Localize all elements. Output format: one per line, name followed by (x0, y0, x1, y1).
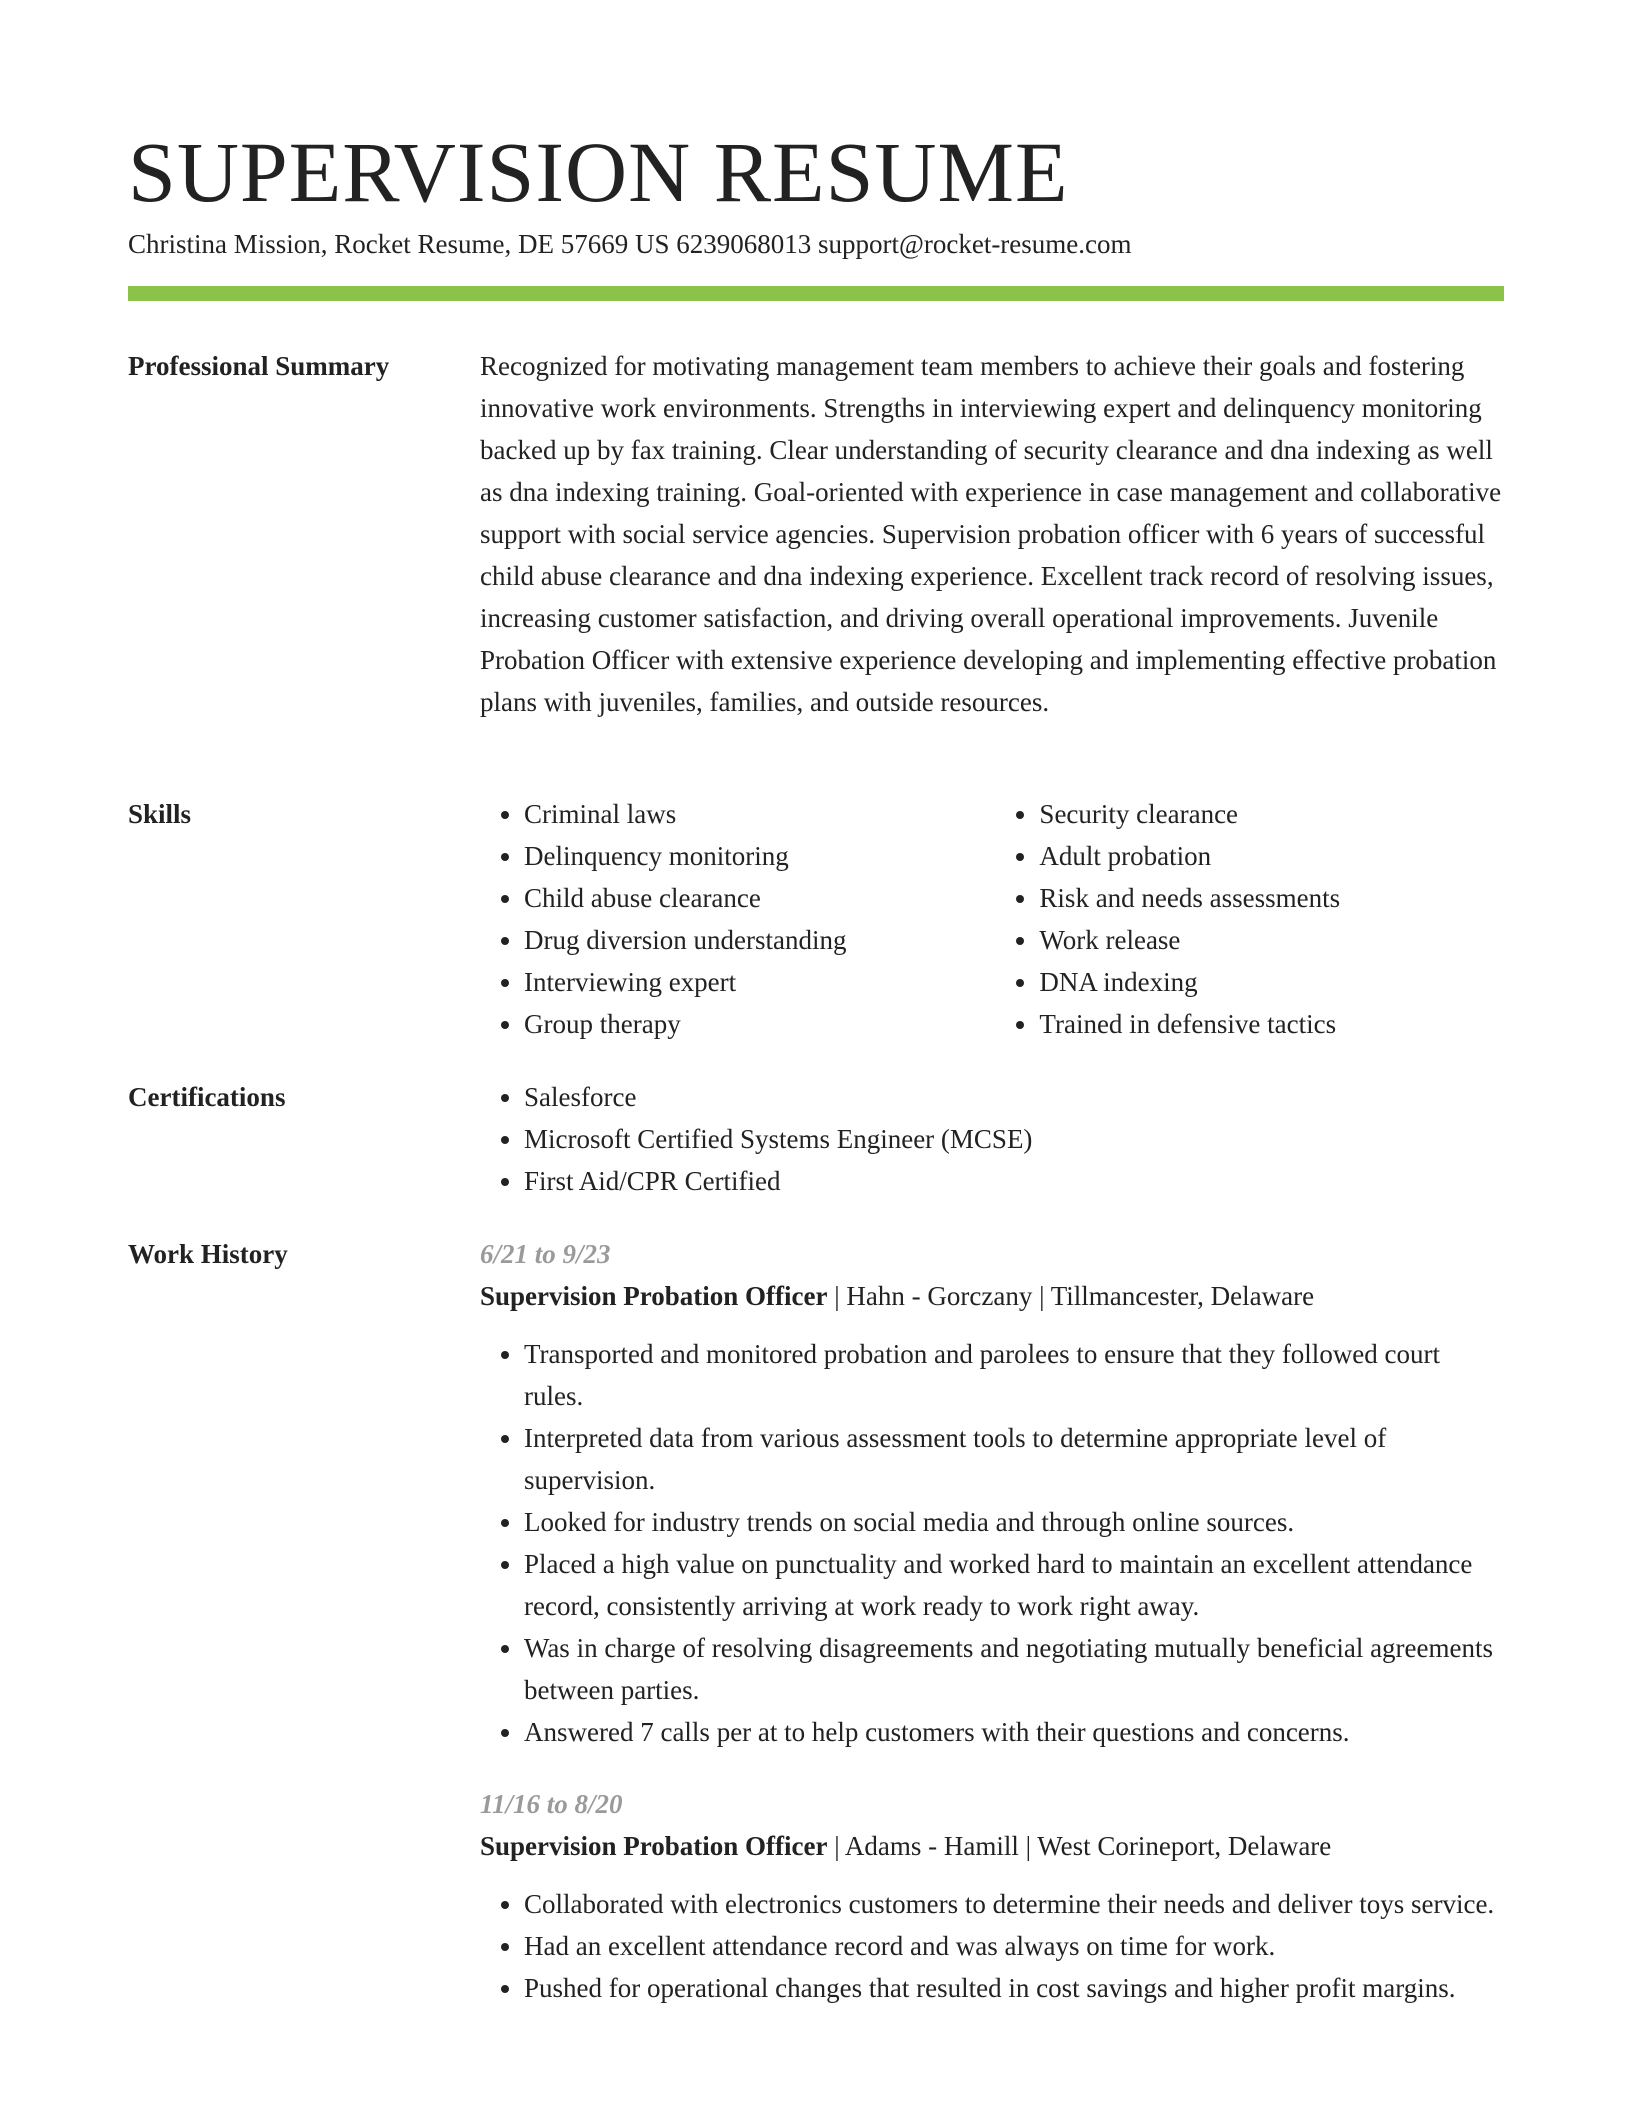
skills-section (128, 793, 1504, 1053)
skill-item: • DNA indexing (1039, 961, 1504, 1003)
job-bullet: • Had an excellent attendance record and was always on time for work. (524, 1925, 1504, 1967)
certification-item: • Microsoft Certified Systems Engineer (MCSE) (524, 1118, 1504, 1160)
skills-list-right (995, 793, 1504, 1045)
skill-item: • Work release (1039, 919, 1504, 961)
job-bullet: • Interpreted data from various assessment tools to determine appropriate level of supervision. (524, 1417, 1504, 1501)
job-heading (480, 1825, 1504, 1867)
certification-item: • Salesforce (524, 1076, 1504, 1118)
job-bullets (480, 1883, 1504, 2009)
resume-title: SUPERVISION RESUME (128, 124, 1069, 220)
skill-item: • Interviewing expert (524, 961, 951, 1003)
job-entry (480, 1233, 1504, 1753)
summary-section (128, 345, 1504, 765)
job-bullets (480, 1333, 1504, 1753)
job-bullet: • Was in charge of resolving disagreements and negotiating mutually beneficial agreements between parties. (524, 1627, 1504, 1711)
skill-item: • Security clearance (1039, 793, 1504, 835)
job-bullet: • Looked for industry trends on social media and through online sources. (524, 1501, 1504, 1543)
job-bullet: • Answered 7 calls per at to help customers with their questions and concerns. (524, 1711, 1504, 1753)
skill-item: • Child abuse clearance (524, 877, 951, 919)
work-history-section (128, 1233, 1504, 2103)
certifications-label: Certifications (128, 1082, 286, 1112)
resume-header (128, 120, 1504, 259)
skill-item: • Delinquency monitoring (524, 835, 951, 877)
job-bullet: • Transported and monitored probation and parolees to ensure that they followed court rules. (524, 1333, 1504, 1417)
job-title: Supervision Probation Officer (480, 1281, 828, 1311)
skill-item: • Trained in defensive tactics (1039, 1003, 1504, 1045)
skill-item: • Criminal laws (524, 793, 951, 835)
summary-label: Professional Summary (128, 351, 390, 381)
summary-text: Recognized for motivating management team members to achieve their goals and fostering innovative work environments. Strengths in interviewing expert and delinquency monitoring backed up by fax training. Clear understanding of security clearance and dna indexing as well as dna indexing training. Goal-oriented with experience in case management and collaborative support with social service agencies. Supervision probation officer with 6 years of successful child abuse clearance and dna indexing experience. Excellent track record of resolving issues, increasing customer satisfaction, and driving overall operational improvements. Juvenile Probation Officer with extensive experience developing and implementing effective probation plans with juveniles, families, and outside resources. (480, 351, 1502, 717)
skills-columns (480, 793, 1504, 1045)
certifications-list (480, 1076, 1504, 1202)
job-employer-location: | Adams - Hamill | West Corineport, Delaware (827, 1831, 1332, 1861)
skills-label: Skills (128, 799, 192, 829)
job-entry (480, 1783, 1504, 2009)
job-title: Supervision Probation Officer (480, 1831, 828, 1861)
header-divider (128, 286, 1504, 301)
skill-item: • Risk and needs assessments (1039, 877, 1504, 919)
certifications-section (128, 1076, 1504, 1216)
job-dates: 6/21 to 9/23 (480, 1239, 611, 1269)
skill-item: • Adult probation (1039, 835, 1504, 877)
certification-item: • First Aid/CPR Certified (524, 1160, 1504, 1202)
job-bullet: • Placed a high value on punctuality and worked hard to maintain an excellent attendance record, consistently arriving at work ready to work right away. (524, 1543, 1504, 1627)
job-bullet: • Pushed for operational changes that resulted in cost savings and higher profit margins. (524, 1967, 1504, 2009)
job-heading (480, 1275, 1504, 1317)
job-bullet: • Collaborated with electronics customers to determine their needs and deliver toys service. (524, 1883, 1504, 1925)
work-history-label: Work History (128, 1239, 288, 1269)
skill-item: • Group therapy (524, 1003, 951, 1045)
job-dates: 11/16 to 8/20 (480, 1789, 623, 1819)
contact-line: Christina Mission, Rocket Resume, DE 57669 US 6239068013 support@rocket-resume.com (128, 229, 1132, 259)
job-employer-location: | Hahn - Gorczany | Tillmancester, Delaware (827, 1281, 1315, 1311)
skill-item: • Drug diversion understanding (524, 919, 951, 961)
skills-list-left (480, 793, 951, 1045)
